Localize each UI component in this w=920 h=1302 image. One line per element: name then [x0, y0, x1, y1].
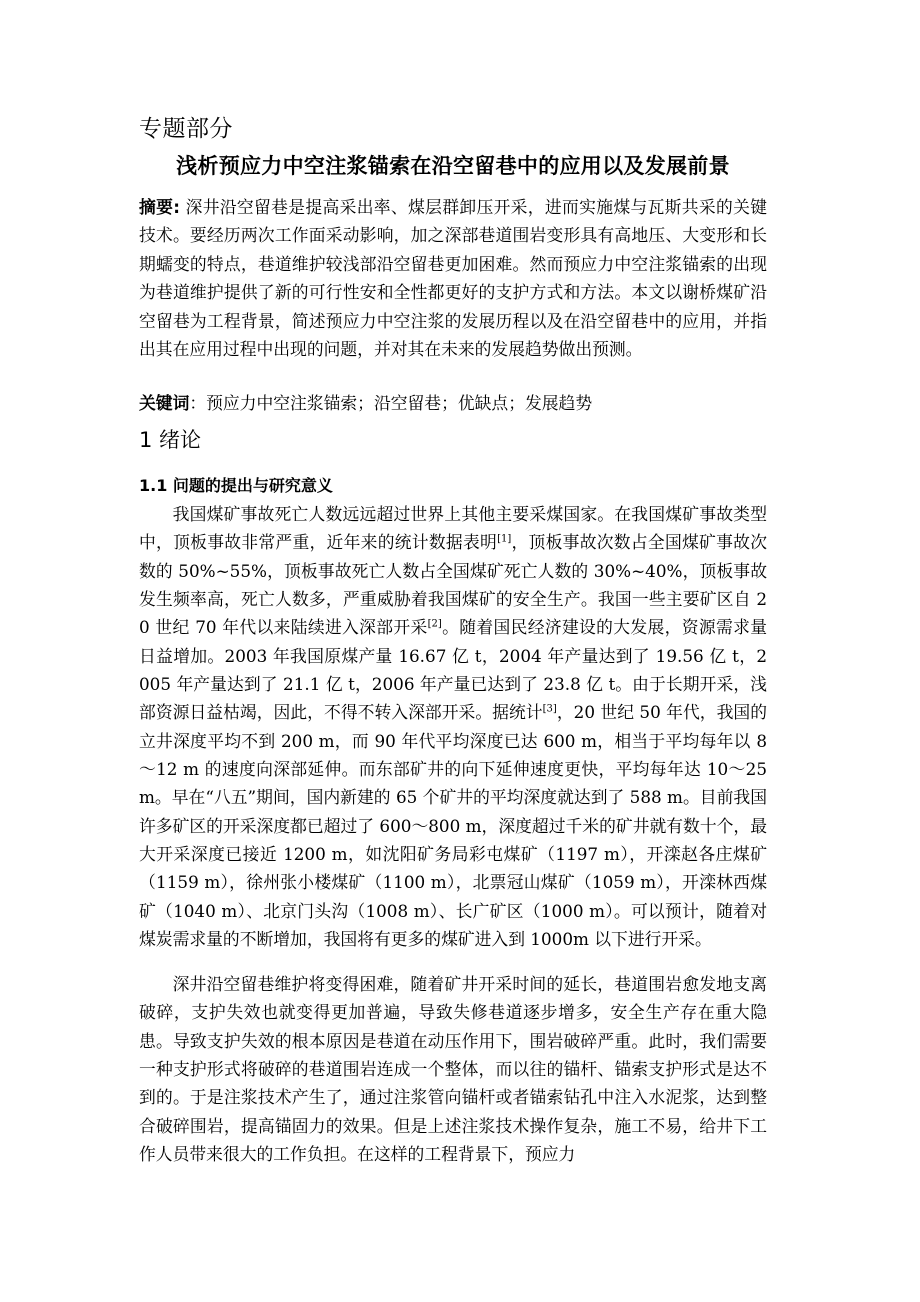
paragraph-1-text-d: ，20 世纪 50 年代，我国的立井深度平均不到 200 m，而 90 年代平均深度已达 600 m，相当于平均每年以 8～12 m 的速度向深部延伸。而东部矿井的向下延伸速度更快，平均每年达 10～25 m。早在“八五”期间，国内新建的 65 个矿井的平均深度就达到了 588 m。目前我国许多矿区的开采深度都已超过了 600～800 m，深度超过千米的矿井就有数十个，最大开采深度已接近 1200 m，如沈阳矿务局彩屯煤矿（1197 m），开滦赵各庄煤矿（1159 m），徐州张小楼煤矿（1100 m），北票冠山煤矿（1059 m），开滦林西煤矿（1040 m）、北京门头沟（1008 m）、长广矿区（1000 m）。可以预计，随着对煤炭需求量的不断增加，我国将有更多的煤矿进入到 1000m 以下进行开采。 [139, 702, 767, 950]
keywords-label: 关键词 [139, 393, 190, 413]
citation-ref-3: [3] [542, 703, 557, 715]
heading-introduction: 1 绪论 [139, 428, 202, 452]
abstract-text: 深井沿空留巷是提高采出率、煤层群卸压开采，进而实施煤与瓦斯共采的关键技术。要经历两次工作面采动影响，加之深部巷道围岩变形具有高地压、大变形和长期蠕变的特点，巷道维护较浅部沿空留巷更加困难。然而预应力中空注浆锚索的出现为巷道维护提供了新的可行性安和全性都更好的支护方式和方法。本文以谢桥煤矿沿空留巷为工程背景，简述预应力中空注浆的发展历程以及在沿空留巷中的应用，并指出其在应用过程中出现的问题，并对其在未来的发展趋势做出预测。 [139, 197, 767, 360]
document-title: 浅析预应力中空注浆锚索在沿空留巷中的应用以及发展前景 [176, 154, 730, 178]
paragraph-2: 深井沿空留巷维护将变得困难，随着矿井开采时间的延长，巷道围岩愈发地支离破碎，支护失效也就变得更加普遍，导致失修巷道逐步增多，安全生产存在重大隐患。导致支护失效的根本原因是巷道在动压作用下，围岩破碎严重。此时，我们需要一种支护形式将破碎的巷道围岩连成一个整体，而以往的锚杆、锚索支护形式是达不到的。于是注浆技术产生了，通过注浆管向锚杆或者锚索钻孔中注入水泥浆，达到整合破碎围岩，提高锚固力的效果。但是上述注浆技术操作复杂，施工不易，给井下工作人员带来很大的工作负担。在这样的工程背景下，预应力 [139, 974, 767, 1165]
heading-problem-statement: 1.1 问题的提出与研究意义 [139, 476, 333, 495]
abstract [139, 193, 767, 363]
abstract-label: 摘要: [139, 197, 180, 217]
paragraph-1-text-b: ，顶板事故次数占全国煤矿事故次数的 50%~55%，顶板事故死亡人数占全国煤矿死亡人数的 30%~40%，顶板事故发生频率高，死亡人数多，严重威胁着我国煤矿的安全生产。我国一些主要矿区自 20 世纪 70 年代以来陆续进入深部开采 [139, 532, 767, 638]
citation-ref-1: [1] [497, 533, 512, 545]
section-label: 专题部分 [139, 116, 233, 142]
keywords-text: ：预应力中空注浆锚索；沿空留巷；优缺点；发展趋势 [189, 393, 593, 413]
citation-ref-2: [2] [427, 618, 442, 630]
keywords [139, 389, 767, 417]
paragraph-1-text-a: 我国煤矿事故死亡人数远远超过世界上其他主要采煤国家。在我国煤矿事故类型中，顶板事故非常严重，近年来的统计数据表明 [139, 504, 767, 553]
paragraph-1-text-c: 。随着国民经济建设的大发展，资源需求量日益增加。2003 年我国原煤产量 16.67 亿 t，2004 年产量达到了 19.56 亿 t，2005 年产量达到了 21.1 亿 t，2006 年产量已达到了 23.8 亿 t。由于长期开采，浅部资源日益枯竭，因此，不得不转入深部开采。据统计 [139, 617, 767, 723]
paragraph-1 [139, 500, 767, 954]
